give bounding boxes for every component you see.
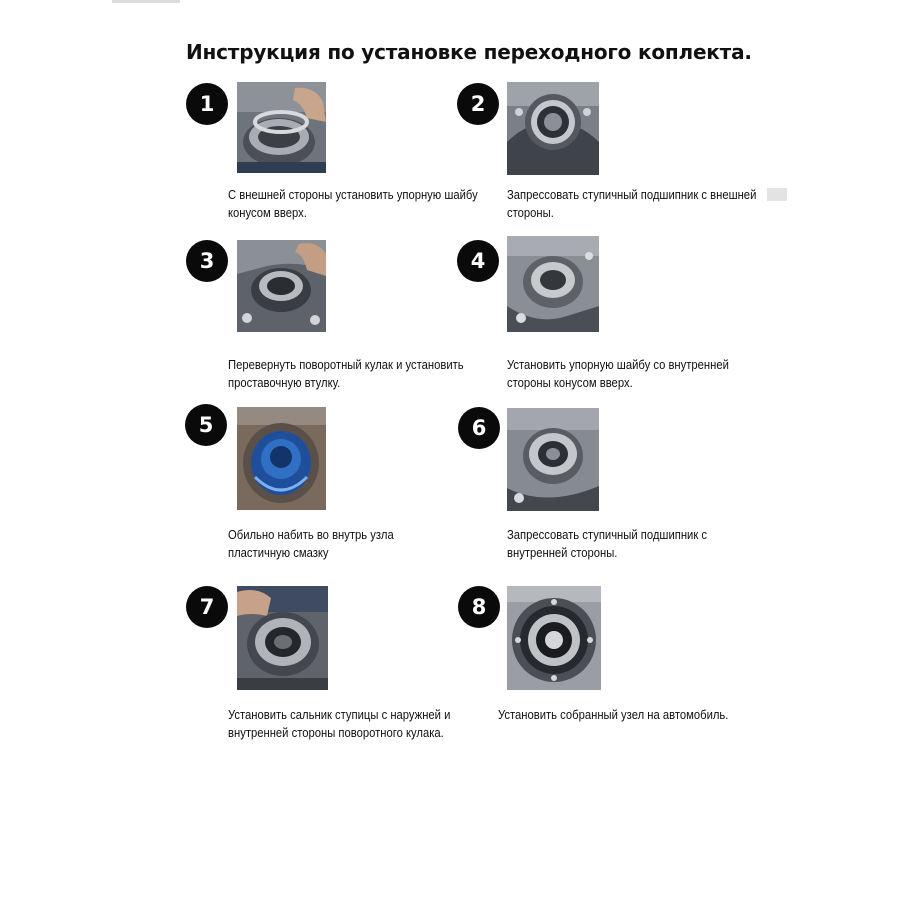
caption-line: стороны конусом вверх. xyxy=(507,376,633,390)
step-caption xyxy=(228,186,478,222)
top-edge-tab xyxy=(112,0,180,3)
step-caption xyxy=(507,356,729,392)
caption-line: Установить сальник ступицы с наружней и xyxy=(228,708,451,722)
step-caption xyxy=(228,706,450,742)
hub-bearing-illustration xyxy=(507,82,599,175)
step-number-badge: 5 xyxy=(185,404,227,446)
spacer-sleeve-photo xyxy=(237,240,326,332)
grease-illustration xyxy=(237,407,326,510)
side-gray-mark xyxy=(767,188,787,201)
step-number-badge: 7 xyxy=(186,586,228,628)
step-number-badge: 3 xyxy=(186,240,228,282)
step-number-badge: 8 xyxy=(458,586,500,628)
step-number-badge: 1 xyxy=(186,83,228,125)
hub-bearing-photo xyxy=(507,82,599,175)
caption-line: стороны. xyxy=(507,206,554,220)
caption-line: Перевернуть поворотный кулак и установить xyxy=(228,358,464,372)
inner-washer-illustration xyxy=(507,236,599,332)
step-number-badge: 2 xyxy=(457,83,499,125)
inner-washer-photo xyxy=(507,236,599,332)
assembled-unit-photo xyxy=(507,586,601,690)
step-caption xyxy=(507,186,756,222)
caption-line: Обильно набить во внутрь узла xyxy=(228,528,394,542)
step-caption xyxy=(498,706,728,724)
step-caption xyxy=(507,526,707,562)
hub-seal-illustration xyxy=(237,586,328,690)
inner-bearing-photo xyxy=(507,408,599,511)
caption-line: проставочную втулку. xyxy=(228,376,341,390)
caption-line: Установить упорную шайбу со внутренней xyxy=(507,358,729,372)
caption-line: С внешней стороны установить упорную шайбу xyxy=(228,188,478,202)
caption-line: Установить собранный узел на автомобиль. xyxy=(498,708,729,722)
caption-line: пластичную смазку xyxy=(228,546,329,560)
caption-line: Запрессовать ступичный подшипник с xyxy=(507,528,708,542)
assembled-unit-illustration xyxy=(507,586,601,690)
page-title: Инструкция по установке переходного коплекта. xyxy=(186,40,752,64)
inner-bearing-illustration xyxy=(507,408,599,511)
step-number-badge: 6 xyxy=(458,407,500,449)
caption-line: конусом вверх. xyxy=(228,206,307,220)
grease-photo xyxy=(237,407,326,510)
spacer-sleeve-illustration xyxy=(237,240,326,332)
caption-line: Запрессовать ступичный подшипник с внешней xyxy=(507,188,757,202)
thrust-washer-illustration xyxy=(237,82,326,173)
step-caption xyxy=(228,526,394,562)
step-number-badge: 4 xyxy=(457,240,499,282)
step-caption xyxy=(228,356,464,392)
thrust-washer-photo xyxy=(237,82,326,173)
caption-line: внутренней стороны. xyxy=(507,546,618,560)
hub-seal-photo xyxy=(237,586,328,690)
caption-line: внутренней стороны поворотного кулака. xyxy=(228,726,444,740)
